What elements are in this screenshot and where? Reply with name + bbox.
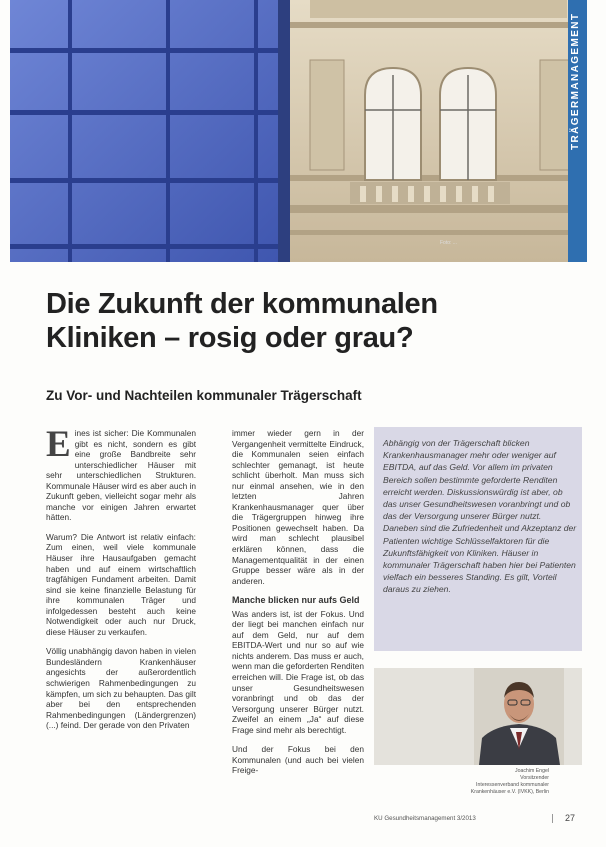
caption-org-line-1: Interessenverband kommunaler [476, 782, 549, 788]
photo-credit: Foto: ... [440, 240, 457, 246]
title-line-1: Die Zukunft der kommunalen [46, 288, 438, 320]
pull-quote-text: Abhängig von der Trägerschaft blicken Krankenhausmanager mehr oder weniger auf EBITDA, auf das Geld. Vor allem im privaten Bereich sollen bestimmte geforderte Renditen erreicht werden. Diskussionswürdig ist aber, ob das unser Gesundheitswesen voranbringt und ob das der Versorgung unserer Bürger nutzt. Daneben sind die Zufriedenheit und Akzeptanz der Patienten wichtige Schlüsselfaktoren für die Zukunftsfähigkeit von Kliniken. Häuser in kommunaler Trägerschaft haben hier bei Patienten vielfach ein besseres Standing. Es gilt, Vorteil daraus zu ziehen. [383, 438, 577, 595]
paragraph: Und der Fokus bei den Kommunalen (und auch bei vielen Freige- [232, 744, 364, 776]
article-title [46, 287, 566, 355]
portrait-image [374, 668, 582, 765]
paragraph: Völlig unabhängig davon haben in vielen Bundesländern Krankenhäuser angesichts der außerordentlich schwierigen Rahmenbedingungen zu kämpfen, um sich zu behaupten. Das gilt aber bei den entsprechenden Rahmenbedingungen (Ländergrenzen) (...) feind. Der gerade von den Privaten [46, 646, 196, 731]
drop-cap: E [46, 424, 71, 465]
article-subtitle: Zu Vor- und Nachteilen kommunaler Trägerschaft [46, 388, 362, 403]
text-column-2 [232, 428, 364, 785]
caption-name: Joachim Engel [514, 768, 549, 774]
paragraph-text: ines ist sicher: Die Kommunalen gibt es nicht, sondern es gibt eine große Bandbreite sehr unterschiedlicher Häuser mit sehr unterschiedlichen Strukturen. Kommunale Häuser wird es aber auch in Zukunft geben, vielleicht sogar mehr als manche vor einigen Jahren erwartet hätten. [46, 428, 196, 523]
header-photo [10, 0, 587, 262]
paragraph [46, 424, 196, 523]
author-portrait [374, 668, 582, 765]
portrait-caption [374, 768, 549, 796]
page-footer-publication: KU Gesundheitsmanagement 3/2013 [374, 815, 476, 822]
paragraph: Warum? Die Antwort ist relativ einfach: Zum einen, weil viele kommunale Häuser ihre Hausaufgaben gemacht haben und auf einem wirtschaftlich tragfähigen Fundament arbeiten. Damit sind sie keine finanzielle Belastung für ihre kommunalen Träger und infolgedessen besteht auch keine Notwendigkeit oder auch nur Druck, diese Häuser zu verkaufen. [46, 531, 196, 637]
caption-role: Vorsitzender [520, 775, 549, 781]
text-column-1 [46, 424, 196, 740]
footer-divider [552, 814, 553, 823]
title-line-2: Kliniken – rosig oder grau? [46, 322, 414, 354]
paragraph: Was anders ist, ist der Fokus. Und der liegt bei manchen einfach nur auf dem Geld, nur auf dem EBITDA-Wert und nur so auf wie nichts anderem. Das muss er auch, wenn man die geforderten Renditen erreichen will. Die Frage ist, ob das unser Gesundheitswesen voranbringt und ob das der Versorgung unserer Bürger nutzt. Zweifel an einem „Ja“ auf diese Frage sind mehr als berechtigt. [232, 608, 364, 735]
section-tab-label: TRÄGERMANAGEMENT [570, 12, 581, 150]
caption-org-line-2: Krankenhäuser e.V. (IVKK), Berlin [470, 789, 549, 795]
paragraph: immer wieder gern in der Vergangenheit vermittelte Eindruck, die Kommunalen seien einfach schlechter gemanagt, ist heute schlicht überholt. Man muss sich nur einmal ansehen, wie in den letzten Jahren Krankenhausmanager quer über die Trägergruppen hinweg ihre Positionen gewechselt haben. Da wird man schlecht plausibel erklären können, dass die Managementqualität in der einen Gruppe besser wäre als in der anderen. [232, 428, 364, 586]
building-facade-image [10, 0, 587, 262]
section-tab [568, 0, 587, 262]
section-subheading: Manche blicken nur aufs Geld [232, 595, 360, 606]
page-number: 27 [565, 813, 576, 823]
